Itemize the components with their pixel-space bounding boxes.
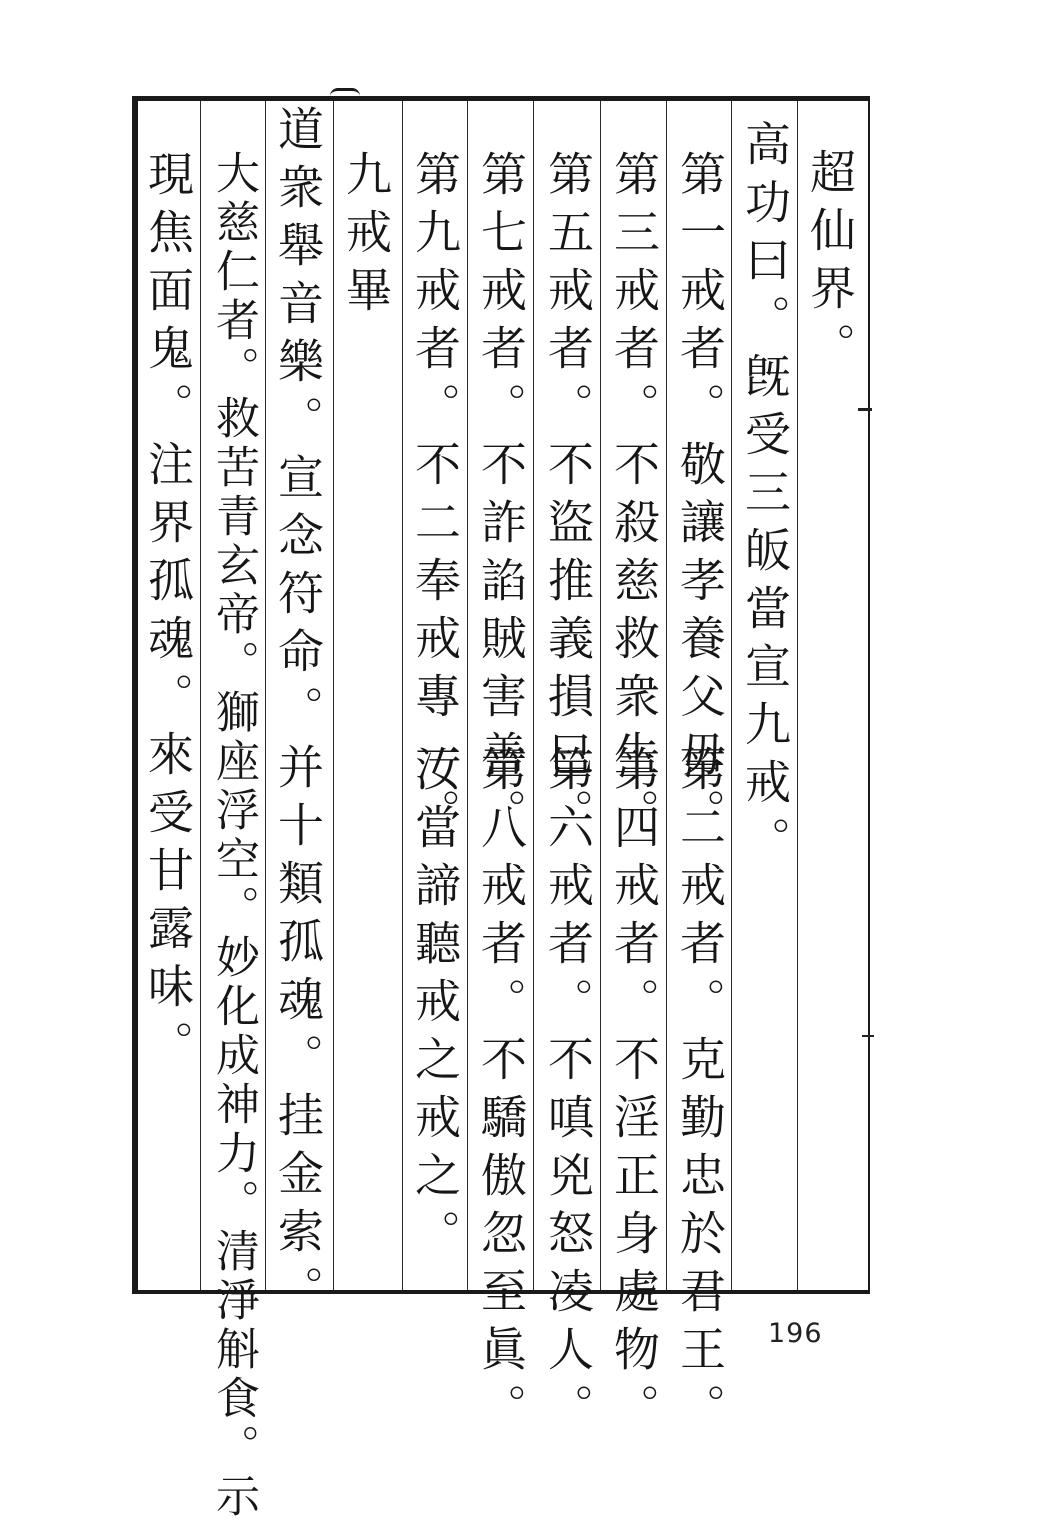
column-text-upper: 第三戒者。不殺慈救衆生。	[607, 150, 661, 846]
text-column-6	[471, 150, 531, 1441]
text-column-4	[604, 150, 664, 1441]
text-column-8	[336, 150, 396, 324]
column-text-lower: 第六戒者。不嗔兇怒凌人。	[541, 745, 595, 1441]
text-column-5	[538, 150, 598, 1441]
column-rule	[666, 101, 667, 1290]
column-text: 現焦面鬼。注界孤魂。來受甘露味。	[141, 150, 195, 1078]
column-text: 高功曰。旣受三皈當宣九戒。	[738, 120, 792, 874]
column-text-upper: 第九戒者。不二奉戒專一。	[408, 150, 462, 846]
column-rule	[265, 101, 266, 1290]
page-number: 196	[768, 1318, 823, 1349]
column-rule	[333, 101, 334, 1290]
column-rule	[402, 101, 403, 1290]
margin-mark	[862, 1035, 874, 1037]
text-column-9	[268, 105, 328, 1323]
text-column-11	[138, 150, 198, 1078]
column-text-lower: 汝當諦聽戒之戒之。	[408, 745, 462, 1267]
column-text: 超仙界。	[803, 148, 857, 380]
column-rule	[200, 101, 201, 1290]
column-text-lower: 第二戒者。克勤忠於君王。	[673, 745, 727, 1441]
column-rule	[797, 101, 798, 1290]
column-rule	[467, 101, 468, 1290]
text-column-7	[405, 150, 465, 1270]
column-text: 九戒畢	[339, 150, 393, 324]
text-column-1	[800, 148, 860, 380]
column-text-upper: 第一戒者。敬讓孝養父毋。	[673, 150, 727, 846]
column-text-lower: 第八戒者。不驕傲忽至眞。	[474, 745, 528, 1441]
column-rule	[731, 101, 732, 1290]
column-text-upper: 第五戒者。不盜推義損巳。	[541, 150, 595, 846]
margin-mark	[858, 408, 872, 411]
text-column-3	[670, 150, 730, 1441]
text-column-2	[735, 120, 795, 874]
text-column-10	[203, 150, 263, 1522]
frame-top-mark	[330, 88, 360, 99]
column-text-upper: 第七戒者。不詐諂賊害善。	[474, 150, 528, 846]
column-text-lower: 第四戒者。不淫正身處物。	[607, 745, 661, 1441]
column-rule	[533, 101, 534, 1290]
column-rule	[600, 101, 601, 1290]
column-text: 道衆舉音樂。宣念符命。并十類孤魂。挂金索。	[271, 105, 325, 1323]
column-text: 大慈仁者。救苦青玄帝。獅座浮空。妙化成神力。清淨斛食。示	[208, 150, 259, 1522]
